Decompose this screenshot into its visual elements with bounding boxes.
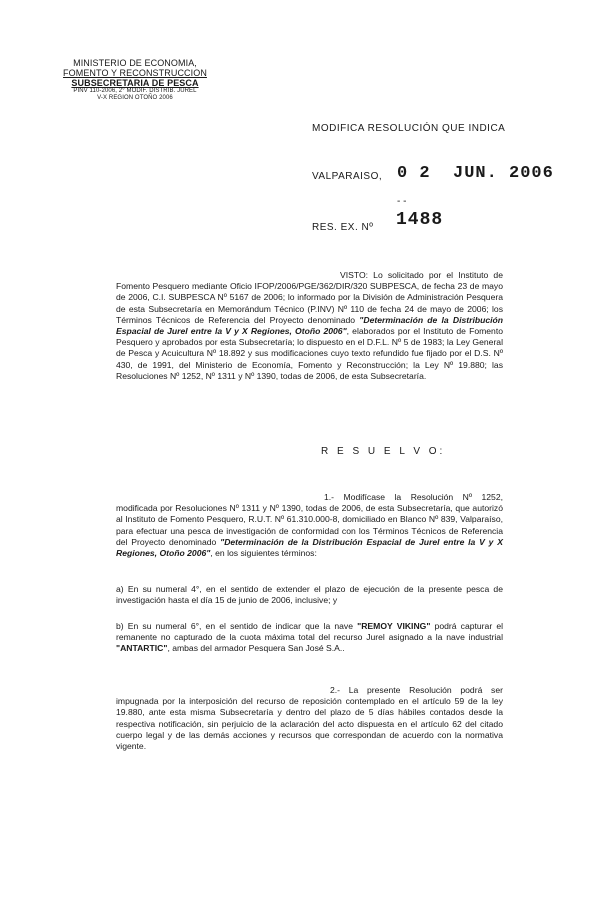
resolution-number-line (312, 210, 512, 236)
visto-project-name: "Determinación de la Distribución Espacial de Jurel entre la V y X Regiones, Otoño 2006" (116, 314, 504, 337)
visto-text-2: , elaborados por el Instituto de Fomento Pesquero y aprobados por esta Subsecretaría; lo dispuesto en el D.F.L. Nº 5 de 1983; la Ley General de Pesca y Acuicultura Nº 18.892 y sus modificaciones cuyo texto refundido fue fijado por el D.S. Nº 430, de 1991, del Ministerio de Economía, Fomento y Reconstrucción; la Ley Nº 19.880; las Resoluciones Nº 1252, Nº 1311 y Nº 1390, todas de 2006, de esta Subsecretaría. (116, 326, 503, 381)
visto-text-1: Lo solicitado por el Instituto de Fomento Pesquero mediante Oficio IFOP/2006/PGE/362/DIR/320 SUBPESCA, de fecha 23 de mayo de 2006, C.I. SUBPESCA Nº 5167 de 2006; lo informado por la División de Administración Pesquera de esta Subsecretaría en Memorándum Técnico (P.INV) Nº 110 de fecha 24 de mayo de 2006; los Términos Técnicos de Referencia del Proyecto denominado (116, 270, 503, 325)
item-b-paragraph (116, 621, 503, 655)
reference-line-2: V-X REGION OTOÑO 2006 (97, 95, 173, 101)
point-1-project-name: "Determinación de la Distribución Espacial de Jurel entre la V y X Regiones, Otoño 2006" (116, 536, 503, 559)
subsecretaria-line: SUBSECRETARIA DE PESCA (71, 78, 199, 88)
letterhead (55, 58, 215, 102)
date-line (312, 164, 554, 188)
reference-line: PINV 110-2006, 2° MODIF. DISTRIB. JUREL (73, 88, 197, 94)
item-b-text-1: b) En su numeral 6°, en el sentido de indicar que la nave (116, 621, 358, 631)
ministry-line-2: FOMENTO Y RECONSTRUCCION (63, 68, 207, 78)
point-1-text: 1.- Modifícase la Resolución Nº 1252, modificada por Resoluciones Nº 1311 y Nº 1390, todas de 2006, de esta Subsecretaría, que autorizó al Instituto de Fomento Pesquero, R.U.T. Nº 61.310.000-8, domiciliado en Blanco Nº 839, Valparaíso, para efectuar una pesca de investigación de conformidad con los Términos Técnicos de Referencia del Proyecto denominado (116, 492, 503, 547)
date-stamp: 0 2 JUN. 2006 (397, 164, 554, 183)
ministry-line: MINISTERIO DE ECONOMIA, (73, 58, 197, 68)
item-a-paragraph: a) En su numeral 4°, en el sentido de extender el plazo de ejecución de la presente pesca de investigación hasta el día 15 de junio de 2006, inclusive; y (116, 584, 503, 606)
point-2-paragraph: 2.- La presente Resolución podrá ser impugnada por la interposición del recurso de reposición contemplado en el artículo 59 de la ley 19.880, ante esta misma Subsecretaría y dentro del plazo de 5 días hábiles contados desde la respectiva notificación, sin perjuicio de la aclaración del acto dispuesta en el artículo 62 del citado cuerpo legal y de las demás acciones y recursos que correspondan de acuerdo con la normativa vigente. (116, 685, 503, 752)
item-b-text-3: , ambas del armador Pesquera San José S.A.. (167, 643, 345, 654)
resuelvo-heading: R E S U E L V O: (321, 446, 446, 457)
visto-lead: VISTO: (340, 270, 369, 280)
resolution-label: RES. EX. Nº (312, 222, 374, 233)
stamp-dashes: - - (397, 196, 407, 207)
ship-name-antartic: "ANTARTIC" (116, 643, 168, 654)
resolution-number: 1488 (396, 210, 444, 230)
document-title: MODIFICA RESOLUCIÓN QUE INDICA (312, 123, 506, 134)
point-1-tail: , en los siguientes términos: (210, 548, 317, 559)
date-place: VALPARAISO, (312, 171, 383, 182)
item-b-text-2: podrá capturar el remanente no capturado de la cuota máxima total del recurso Jurel asignado a la nave industrial (116, 621, 504, 643)
visto-paragraph (116, 270, 503, 382)
ship-name-remoy-viking: "REMOY VIKING" (357, 621, 431, 631)
point-1-paragraph (116, 492, 503, 559)
